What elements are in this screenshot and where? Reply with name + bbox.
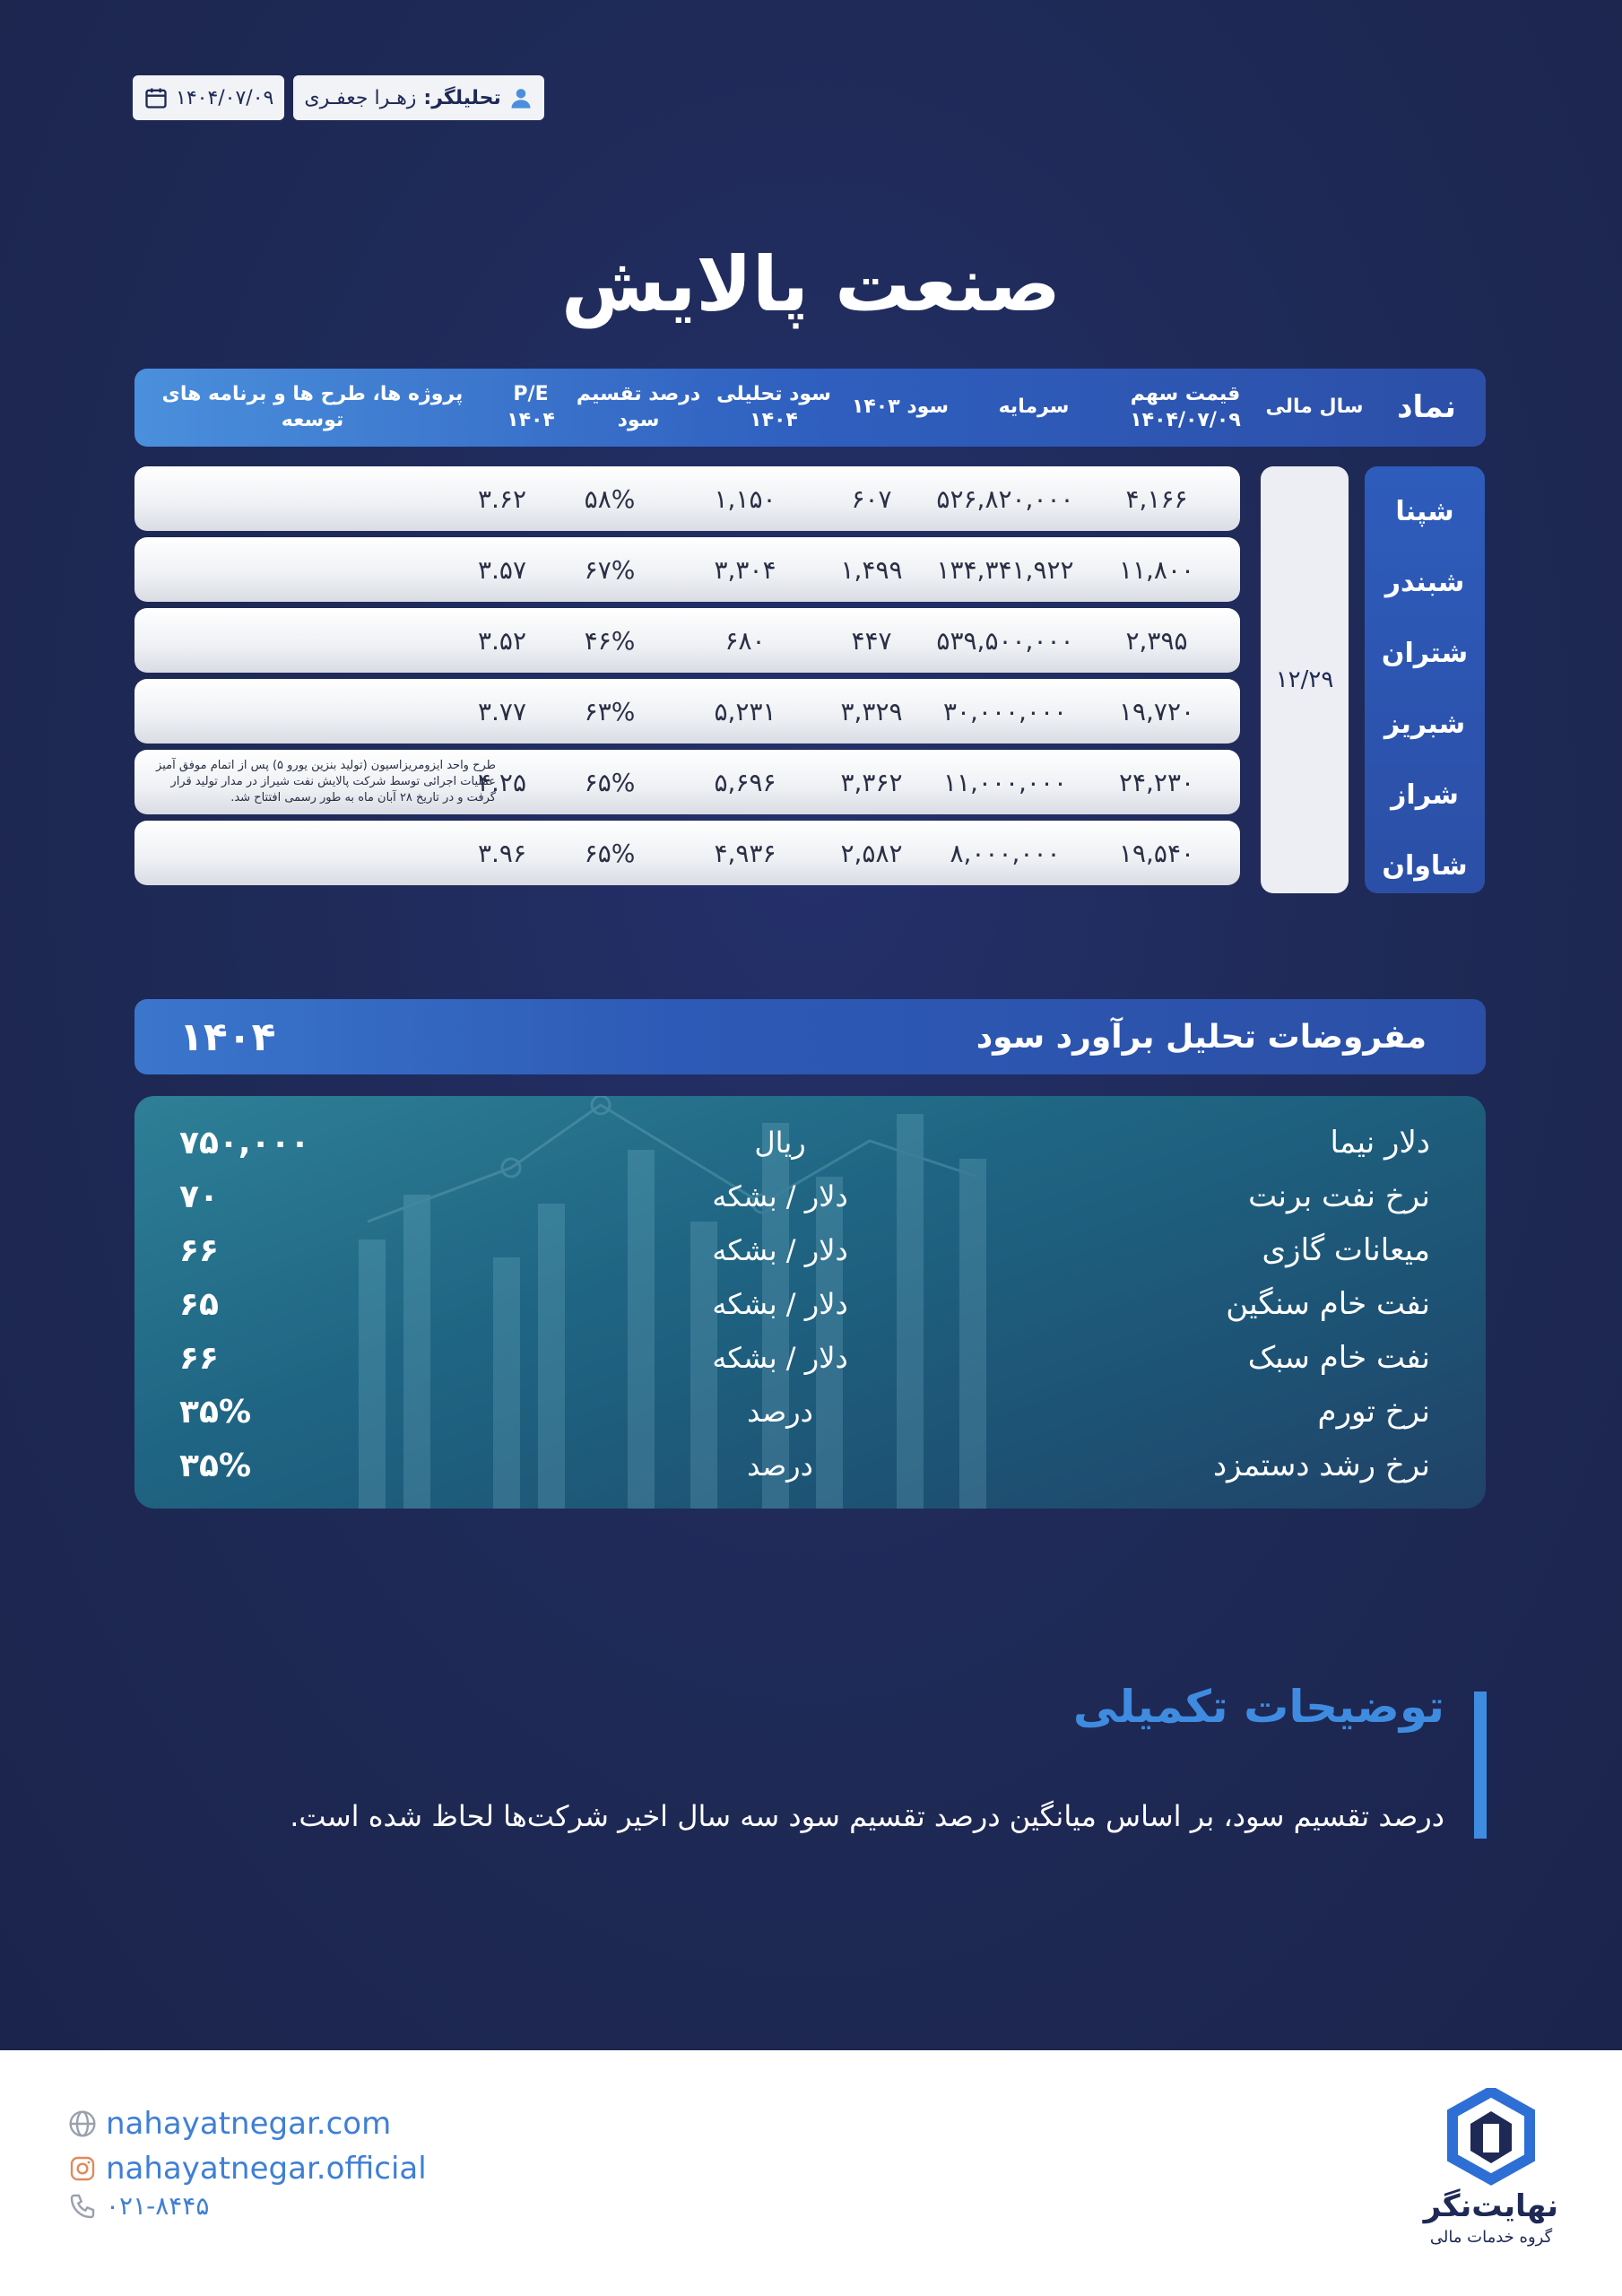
assumption-name: نرخ نفت برنت bbox=[1248, 1178, 1430, 1214]
col-price-line2: ۱۴۰۴/۰۷/۰۹ bbox=[1130, 408, 1241, 431]
profit-1403-cell: ۳,۳۲۹ bbox=[840, 696, 903, 726]
assumption-unit: ریال bbox=[754, 1126, 806, 1160]
assumption-name: نرخ تورم bbox=[1317, 1394, 1430, 1430]
assumptions-header bbox=[134, 999, 1486, 1074]
col-payout-line1: درصد تقسیم bbox=[576, 382, 701, 405]
assumption-unit: دلار / بشکه bbox=[712, 1179, 848, 1213]
symbol-cell: شاوان bbox=[1382, 849, 1468, 882]
col-capital: سرمایه bbox=[998, 396, 1070, 419]
assumption-value: ۷۰ bbox=[179, 1178, 219, 1215]
col-symbol: نماد bbox=[1397, 389, 1456, 426]
col-projects: پروژه ها، طرح ها و برنامه های توسعه bbox=[161, 382, 464, 431]
assumption-row bbox=[134, 1333, 1486, 1383]
globe-icon bbox=[68, 2109, 97, 2138]
capital-cell: ۸,۰۰۰,۰۰۰ bbox=[950, 838, 1061, 868]
assumption-unit: دلار / بشکه bbox=[712, 1287, 848, 1321]
assumption-unit: درصد bbox=[747, 1395, 813, 1429]
symbol-cell: شبندر bbox=[1384, 566, 1465, 598]
col-pe: P/E ۱۴۰۴ bbox=[507, 382, 555, 431]
projects-cell: طرح واحد ایزومریزاسیون (تولید بنزین یورو ۵) پس از اتمام موفق آمیز عملیات اجرائی توسط شرکت پالایش نفت شیراز در مدار تولید قرار گرفت و در تاریخ ۲۸ آبان ماه به طور رسمی افتتاح شد. bbox=[156, 758, 496, 805]
assumption-value: ۳۵% bbox=[179, 1447, 252, 1484]
col-analytical-profit bbox=[706, 369, 842, 447]
phone-text: ۰۲۱-۸۴۴۵ bbox=[106, 2191, 210, 2221]
page-title: صنعت پالایش bbox=[561, 240, 1061, 328]
assumption-value: ۳۵% bbox=[179, 1393, 252, 1431]
analytical-profit-cell: ۶۸۰ bbox=[724, 625, 766, 656]
price-cell: ۱۹,۵۴۰ bbox=[1118, 838, 1195, 868]
table-row bbox=[134, 750, 1240, 814]
profit-1403-cell: ۲,۵۸۲ bbox=[840, 838, 903, 868]
projects-cell bbox=[142, 613, 496, 667]
report-date: ۱۴۰۴/۰۷/۰۹ bbox=[176, 86, 274, 109]
analyst-name: زهـرا جعفـری bbox=[304, 86, 417, 109]
notes-title: توضیحات تکمیلی bbox=[1072, 1681, 1444, 1733]
table-row bbox=[134, 537, 1240, 602]
assumption-name: دلار نیما bbox=[1330, 1125, 1430, 1161]
analyst-badge bbox=[293, 75, 543, 120]
symbol-column bbox=[1365, 466, 1485, 893]
assumptions-title: مفروضات تحلیل برآورد سود bbox=[976, 1018, 1427, 1056]
payout-cell: ۴۶% bbox=[584, 625, 636, 656]
price-cell: ۱۹,۷۲۰ bbox=[1118, 696, 1195, 726]
notes-accent-bar bbox=[1474, 1692, 1487, 1839]
capital-cell: ۳۰,۰۰۰,۰۰۰ bbox=[942, 696, 1068, 726]
assumption-row bbox=[134, 1171, 1486, 1222]
projects-cell bbox=[142, 684, 496, 738]
assumption-row bbox=[134, 1225, 1486, 1275]
assumptions-year: ۱۴۰۴ bbox=[179, 1013, 276, 1060]
symbol-cell: شتران bbox=[1381, 637, 1469, 669]
table-row bbox=[134, 679, 1240, 744]
assumption-name: نفت خام سنگین bbox=[1226, 1286, 1430, 1322]
assumptions-panel bbox=[134, 1096, 1486, 1509]
projects-cell bbox=[142, 543, 496, 596]
price-cell: ۲,۳۹۵ bbox=[1125, 625, 1188, 656]
table-row bbox=[134, 466, 1240, 531]
assumption-row bbox=[134, 1118, 1486, 1168]
assumption-value: ۶۶ bbox=[179, 1339, 219, 1377]
instagram-link[interactable] bbox=[68, 2151, 427, 2187]
col-analytical-line2: ۱۴۰۴ bbox=[750, 408, 798, 431]
analytical-profit-cell: ۴,۹۳۶ bbox=[714, 838, 776, 868]
col-payout-line2: سود bbox=[617, 408, 660, 431]
profit-1403-cell: ۴۴۷ bbox=[851, 625, 892, 656]
col-payout bbox=[571, 369, 706, 447]
pe-cell: ۳.۹۶ bbox=[477, 838, 527, 868]
assumption-unit: دلار / بشکه bbox=[712, 1341, 848, 1375]
projects-cell bbox=[142, 826, 496, 880]
assumption-unit: دلار / بشکه bbox=[712, 1233, 848, 1267]
notes-text: درصد تقسیم سود، بر اساس میانگین درصد تقسیم سود سه سال اخیر شرکت‌ها لحاظ شده است. bbox=[290, 1799, 1444, 1833]
payout-cell: ۶۵% bbox=[584, 767, 636, 797]
assumption-row bbox=[134, 1440, 1486, 1491]
assumption-row bbox=[134, 1279, 1486, 1329]
analytical-profit-cell: ۵,۶۹۶ bbox=[714, 767, 776, 797]
fiscal-year-cell: ۱۲/۲۹ bbox=[1261, 466, 1349, 893]
analytical-profit-cell: ۵,۲۳۱ bbox=[714, 696, 776, 726]
payout-cell: ۵۸% bbox=[584, 483, 636, 514]
website-link[interactable] bbox=[68, 2106, 391, 2142]
table-row bbox=[134, 608, 1240, 673]
col-profit-1403: سود ۱۴۰۳ bbox=[851, 396, 950, 419]
symbol-cell: شراز bbox=[1391, 778, 1459, 811]
assumption-name: میعانات گازی bbox=[1262, 1232, 1430, 1268]
analytical-profit-cell: ۱,۱۵۰ bbox=[714, 483, 776, 514]
capital-cell: ۵۳۹,۵۰۰,۰۰۰ bbox=[936, 625, 1074, 656]
col-price-line1: قیمت سهم bbox=[1130, 382, 1241, 405]
pe-cell: ۳.۵۲ bbox=[477, 625, 527, 656]
price-cell: ۲۴,۲۳۰ bbox=[1118, 767, 1195, 797]
website-text: nahayatnegar.com bbox=[106, 2106, 392, 2142]
capital-cell: ۱۱,۰۰۰,۰۰۰ bbox=[942, 767, 1068, 797]
price-cell: ۴,۱۶۶ bbox=[1125, 483, 1188, 514]
analyst-label: تحلیلگر: bbox=[423, 86, 501, 109]
symbol-cell: شپنا bbox=[1395, 495, 1454, 527]
profit-1403-cell: ۳,۳۶۲ bbox=[840, 767, 903, 797]
capital-cell: ۱۳۴,۳۴۱,۹۲۲ bbox=[936, 554, 1074, 585]
assumption-value: ۶۵ bbox=[179, 1285, 219, 1323]
projects-cell bbox=[142, 472, 496, 526]
header-badges bbox=[133, 75, 544, 120]
pe-cell: ۳.۵۷ bbox=[477, 554, 527, 585]
instagram-icon bbox=[68, 2154, 97, 2183]
col-analytical-line1: سود تحلیلی bbox=[716, 382, 831, 405]
assumption-unit: درصد bbox=[747, 1448, 813, 1483]
assumption-row bbox=[134, 1387, 1486, 1437]
phone-icon bbox=[68, 2192, 97, 2221]
profit-1403-cell: ۱,۴۹۹ bbox=[840, 554, 903, 585]
brand-name: نهایت‌نگر bbox=[1423, 2188, 1558, 2224]
price-cell: ۱۱,۸۰۰ bbox=[1118, 554, 1195, 585]
user-icon bbox=[508, 85, 533, 110]
calendar-icon bbox=[143, 85, 169, 110]
brand-subtitle: گروه خدمات مالی bbox=[1429, 2228, 1553, 2247]
pe-cell: ۳.۶۲ bbox=[477, 483, 527, 514]
pe-cell: ۳.۷۷ bbox=[477, 696, 527, 726]
table-row bbox=[134, 821, 1240, 885]
assumption-value: ۶۶ bbox=[179, 1231, 219, 1269]
phone-link[interactable] bbox=[68, 2191, 209, 2221]
capital-cell: ۵۲۶,۸۲۰,۰۰۰ bbox=[936, 483, 1074, 514]
symbol-cell: شبریز bbox=[1383, 708, 1466, 740]
instagram-text: nahayatnegar.official bbox=[106, 2151, 427, 2187]
payout-cell: ۶۵% bbox=[584, 838, 636, 868]
profit-1403-cell: ۶۰۷ bbox=[851, 483, 892, 514]
date-badge bbox=[133, 75, 284, 120]
table-header bbox=[134, 369, 1486, 447]
brand-logo-icon bbox=[1424, 2088, 1558, 2187]
assumption-value: ۷۵۰,۰۰۰ bbox=[179, 1124, 310, 1161]
assumption-name: نفت خام سبک bbox=[1247, 1340, 1430, 1376]
col-price bbox=[1109, 369, 1262, 447]
payout-cell: ۶۷% bbox=[584, 554, 636, 585]
analytical-profit-cell: ۳,۳۰۴ bbox=[714, 554, 776, 585]
pe-cell: ۴.۲۵ bbox=[477, 767, 527, 797]
col-fiscal-year: سال مالی bbox=[1265, 396, 1364, 419]
payout-cell: ۶۳% bbox=[584, 696, 636, 726]
assumption-name: نرخ رشد دستمزد bbox=[1213, 1448, 1430, 1483]
